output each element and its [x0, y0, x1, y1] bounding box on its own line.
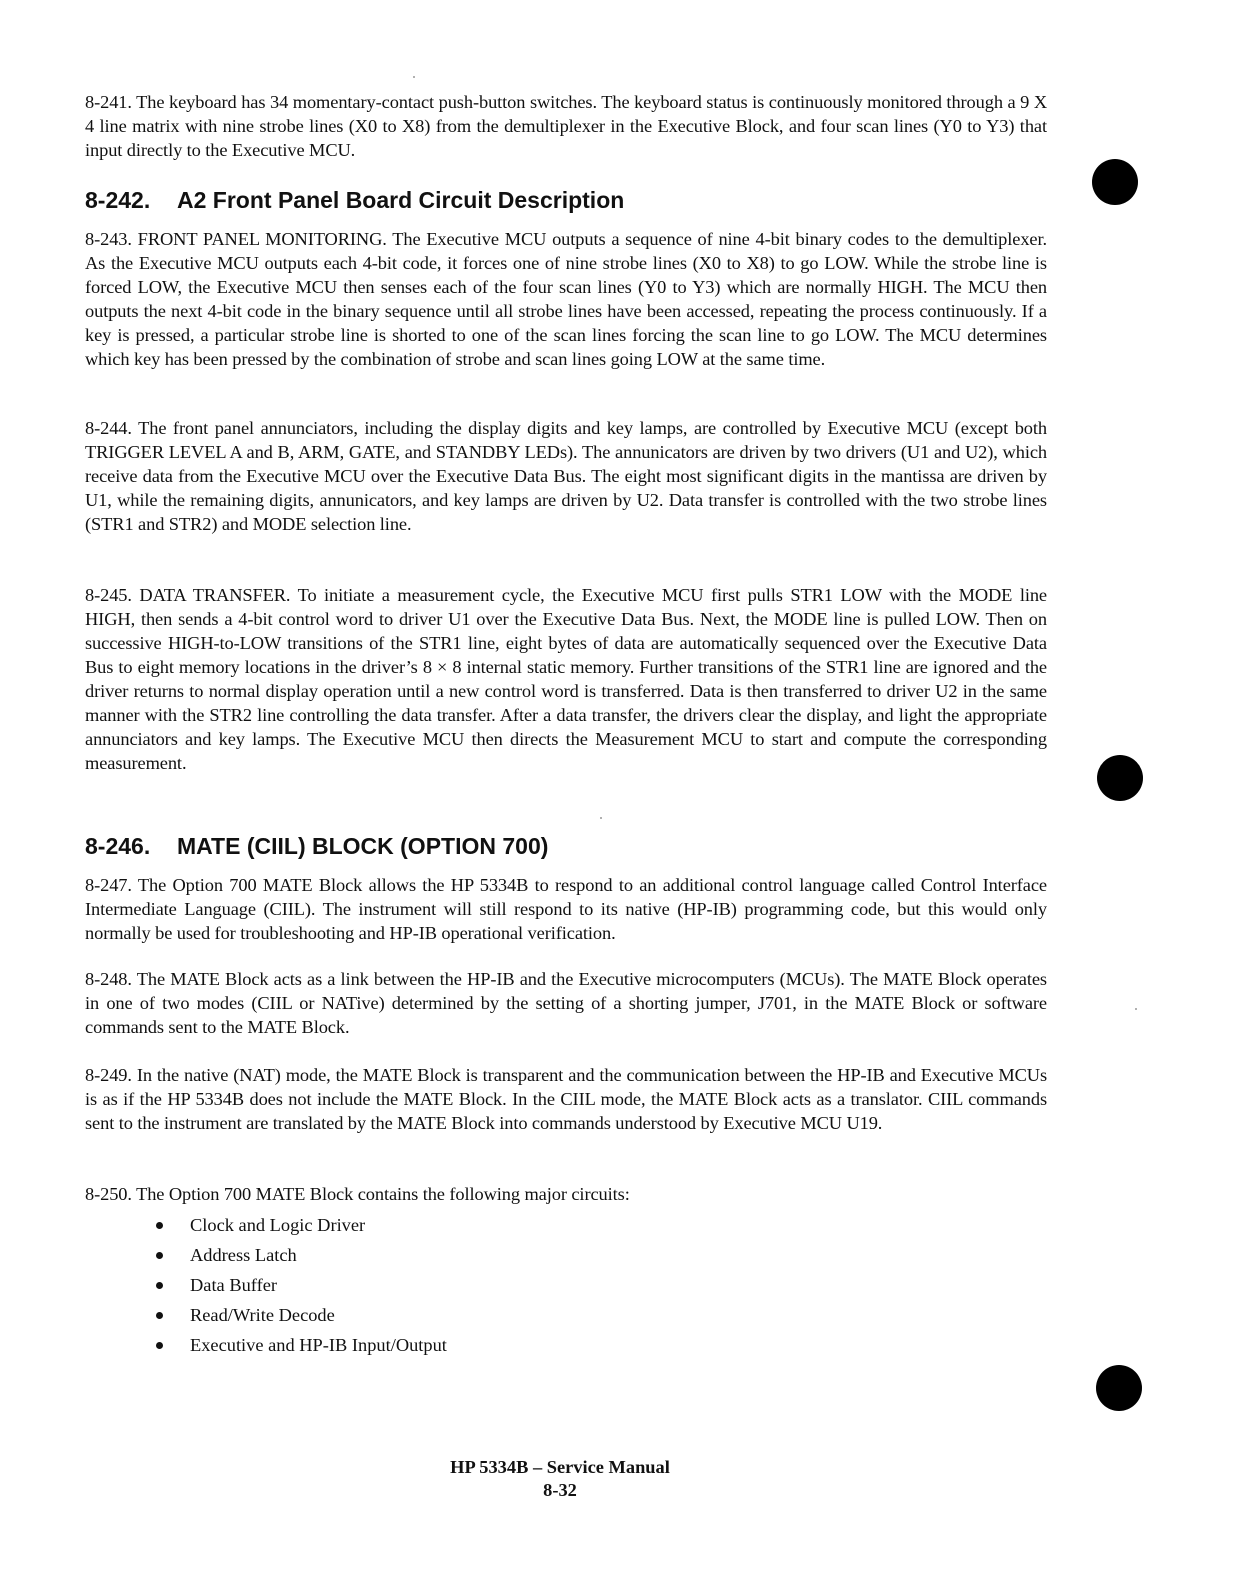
section-heading-8-242: [85, 186, 624, 214]
heading-title: MATE (CIIL) BLOCK (OPTION 700): [177, 833, 549, 859]
binder-hole-icon: [1097, 755, 1143, 801]
bullet-icon: [156, 1282, 163, 1289]
list-item: Read/Write Decode: [150, 1300, 447, 1330]
list-item: Clock and Logic Driver: [150, 1210, 447, 1240]
list-item: Data Buffer: [150, 1270, 447, 1300]
heading-title: A2 Front Panel Board Circuit Description: [177, 187, 625, 213]
paragraph-8-244: 8-244. The front panel annunciators, including the display digits and key lamps, are controlled by Executive MCU (except both TRIGGER LEVEL A and B, ARM, GATE, and STANDBY LEDs). The annunicators are driven by two drivers (U1 and U2), which receive data from the Executive MCU over the Executive Data Bus. The eight most significant digits in the mantissa are driven by U1, while the remaining digits, annunicators, and key lamps are driven by U2. Data transfer is controlled with the two strobe lines (STR1 and STR2) and MODE selection line.: [85, 418, 1047, 534]
major-circuits-list: [150, 1210, 447, 1360]
list-item: Address Latch: [150, 1240, 447, 1270]
scan-speck: [600, 817, 602, 819]
paragraph-8-241: 8-241. The keyboard has 34 momentary-contact push-button switches. The keyboard status is continuously monitored through a 9 X 4 line matrix with nine strobe lines (X0 to X8) from the demultiplexer in the Executive Block, and four scan lines (Y0 to Y3) that input directly to the Executive MCU.: [85, 92, 1047, 160]
footer-page-number: 8-32: [543, 1480, 577, 1500]
binder-hole-icon: [1092, 159, 1138, 205]
section-heading-8-246: [85, 832, 548, 860]
bullet-icon: [156, 1252, 163, 1259]
binder-hole-icon: [1096, 1365, 1142, 1411]
list-item: Executive and HP-IB Input/Output: [150, 1330, 447, 1360]
paragraph-8-247: 8-247. The Option 700 MATE Block allows the HP 5334B to respond to an additional control language called Control Interface Intermediate Language (CIIL). The instrument will still respond to its native (HP-IB) programming code, but this would only normally be used for troubleshooting and HP-IB operational verification.: [85, 875, 1047, 943]
bullet-icon: [156, 1222, 163, 1229]
paragraph-8-250: 8-250. The Option 700 MATE Block contains the following major circuits:: [85, 1184, 630, 1204]
bullet-icon: [156, 1342, 163, 1349]
paragraph-8-245: 8-245. DATA TRANSFER. To initiate a measurement cycle, the Executive MCU first pulls STR1 LOW with the MODE line HIGH, then sends a 4-bit control word to driver U1 over the Executive Data Bus. Next, the MODE line is pulled LOW. Then on successive HIGH-to-LOW transitions of the STR1 line, eight bytes of data are automatically sequenced over the Executive Data Bus to eight memory locations in the driver’s 8 × 8 internal static memory. Further transitions of the STR1 line are ignored and the driver returns to normal display operation until a new control word is transferred. Data is then transferred to driver U2 in the same manner with the STR2 line controlling the data transfer. After a data transfer, the drivers clear the display, and light the appropriate annunciators and key lamps. The Executive MCU then directs the Measurement MCU to start and compute the corresponding measurement.: [85, 585, 1047, 773]
paragraph-8-248: 8-248. The MATE Block acts as a link between the HP-IB and the Executive microcomputers (MCUs). The MATE Block operates in one of two modes (CIIL or NATive) determined by the setting of a shorting jumper, J701, in the MATE Block or software commands sent to the MATE Block.: [85, 969, 1047, 1037]
heading-number: 8-242.: [85, 187, 151, 213]
footer-manual-title: HP 5334B – Service Manual: [450, 1457, 670, 1477]
paragraph-8-243: 8-243. FRONT PANEL MONITORING. The Executive MCU outputs a sequence of nine 4-bit binary codes to the demultiplexer. As the Executive MCU outputs each 4-bit code, it forces one of nine strobe lines (X0 to X8) to go LOW. While the strobe line is forced LOW, the Executive MCU then senses each of the four scan lines (Y0 to Y3) which are normally HIGH. The MCU then outputs the next 4-bit code in the binary sequence until all strobe lines have been accessed, repeating the process continuously. If a key is pressed, a particular strobe line is shorted to one of the scan lines forcing the scan line to go LOW. The MCU determines which key has been pressed by the combination of strobe and scan lines going LOW at the same time.: [85, 229, 1047, 369]
scan-speck: [413, 76, 415, 78]
scan-speck: [1135, 1008, 1137, 1010]
bullet-icon: [156, 1312, 163, 1319]
heading-number: 8-246.: [85, 833, 151, 859]
paragraph-8-249: 8-249. In the native (NAT) mode, the MATE Block is transparent and the communication between the HP-IB and Executive MCUs is as if the HP 5334B does not include the MATE Block. In the CIIL mode, the MATE Block acts as a translator. CIIL commands sent to the instrument are translated by the MATE Block into commands understood by Executive MCU U19.: [85, 1065, 1047, 1133]
